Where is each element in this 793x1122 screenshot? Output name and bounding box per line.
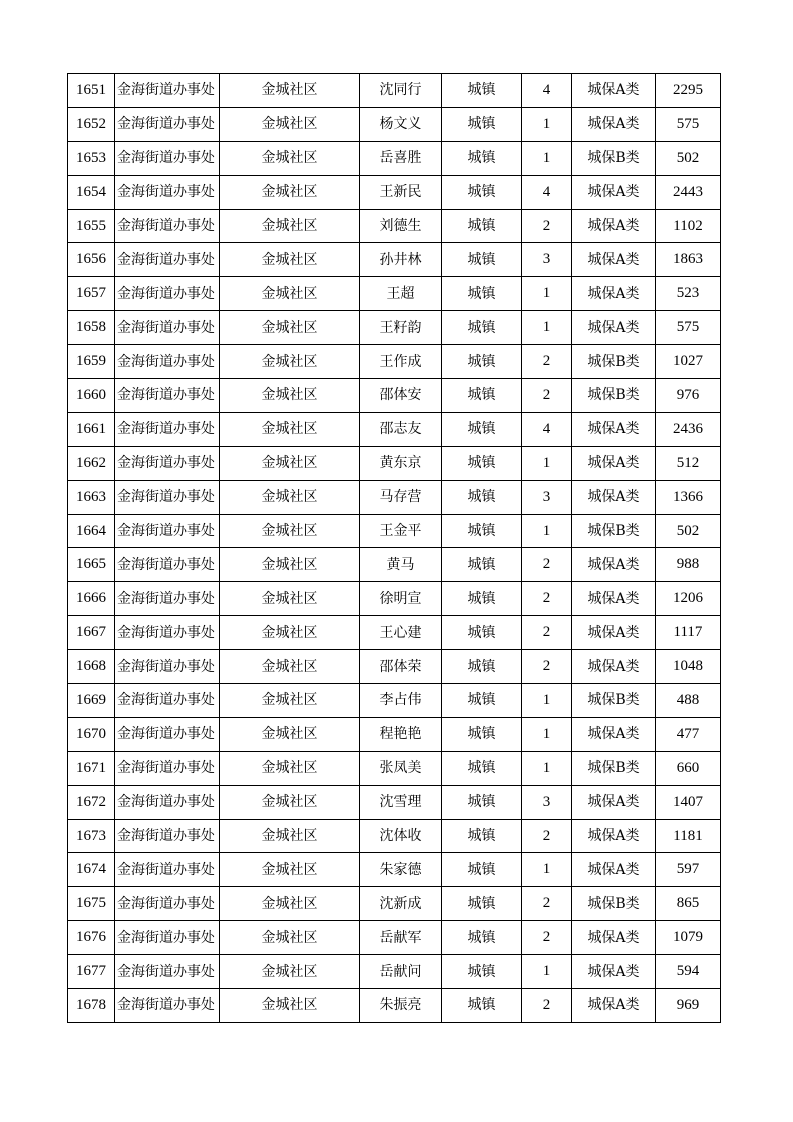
- cell-office: 金海街道办事处: [115, 921, 220, 955]
- cell-category: 城保A类: [572, 209, 656, 243]
- cell-amount: 575: [656, 311, 721, 345]
- cell-category: 城保A类: [572, 955, 656, 989]
- cell-amount: 976: [656, 379, 721, 413]
- cell-members: 1: [522, 853, 572, 887]
- cell-area: 城镇: [442, 311, 522, 345]
- cell-name: 刘德生: [360, 209, 442, 243]
- cell-id: 1661: [68, 412, 115, 446]
- cell-area: 城镇: [442, 650, 522, 684]
- table-row: [68, 141, 721, 175]
- cell-id: 1670: [68, 717, 115, 751]
- cell-area: 城镇: [442, 74, 522, 108]
- cell-name: 王心建: [360, 616, 442, 650]
- table-row: [68, 785, 721, 819]
- cell-community: 金城社区: [220, 141, 360, 175]
- cell-office: 金海街道办事处: [115, 751, 220, 785]
- cell-id: 1657: [68, 277, 115, 311]
- cell-community: 金城社区: [220, 311, 360, 345]
- cell-office: 金海街道办事处: [115, 548, 220, 582]
- cell-amount: 488: [656, 684, 721, 718]
- table-row: [68, 955, 721, 989]
- cell-area: 城镇: [442, 582, 522, 616]
- cell-area: 城镇: [442, 548, 522, 582]
- cell-name: 朱家德: [360, 853, 442, 887]
- cell-category: 城保A类: [572, 853, 656, 887]
- cell-name: 王金平: [360, 514, 442, 548]
- cell-id: 1677: [68, 955, 115, 989]
- table-row: [68, 819, 721, 853]
- cell-amount: 594: [656, 955, 721, 989]
- cell-members: 2: [522, 650, 572, 684]
- cell-community: 金城社区: [220, 74, 360, 108]
- cell-amount: 597: [656, 853, 721, 887]
- table-row: [68, 717, 721, 751]
- cell-office: 金海街道办事处: [115, 480, 220, 514]
- cell-area: 城镇: [442, 785, 522, 819]
- cell-category: 城保A类: [572, 785, 656, 819]
- cell-office: 金海街道办事处: [115, 785, 220, 819]
- cell-office: 金海街道办事处: [115, 412, 220, 446]
- cell-members: 2: [522, 209, 572, 243]
- cell-community: 金城社区: [220, 887, 360, 921]
- cell-area: 城镇: [442, 514, 522, 548]
- cell-amount: 2436: [656, 412, 721, 446]
- cell-id: 1671: [68, 751, 115, 785]
- cell-members: 2: [522, 582, 572, 616]
- cell-name: 马存营: [360, 480, 442, 514]
- cell-office: 金海街道办事处: [115, 141, 220, 175]
- cell-category: 城保A类: [572, 107, 656, 141]
- cell-community: 金城社区: [220, 717, 360, 751]
- cell-category: 城保A类: [572, 277, 656, 311]
- cell-office: 金海街道办事处: [115, 684, 220, 718]
- cell-community: 金城社区: [220, 785, 360, 819]
- cell-amount: 1079: [656, 921, 721, 955]
- cell-community: 金城社区: [220, 412, 360, 446]
- cell-category: 城保A类: [572, 717, 656, 751]
- cell-office: 金海街道办事处: [115, 446, 220, 480]
- cell-office: 金海街道办事处: [115, 514, 220, 548]
- table-row: [68, 582, 721, 616]
- cell-office: 金海街道办事处: [115, 311, 220, 345]
- cell-area: 城镇: [442, 209, 522, 243]
- cell-category: 城保A类: [572, 175, 656, 209]
- cell-members: 4: [522, 74, 572, 108]
- cell-id: 1654: [68, 175, 115, 209]
- cell-amount: 988: [656, 548, 721, 582]
- cell-id: 1656: [68, 243, 115, 277]
- table-row: [68, 751, 721, 785]
- cell-members: 1: [522, 717, 572, 751]
- cell-members: 2: [522, 616, 572, 650]
- table-row: [68, 175, 721, 209]
- cell-area: 城镇: [442, 751, 522, 785]
- cell-community: 金城社区: [220, 684, 360, 718]
- cell-community: 金城社区: [220, 277, 360, 311]
- cell-area: 城镇: [442, 989, 522, 1023]
- cell-area: 城镇: [442, 616, 522, 650]
- cell-area: 城镇: [442, 379, 522, 413]
- cell-id: 1666: [68, 582, 115, 616]
- cell-category: 城保A类: [572, 311, 656, 345]
- cell-category: 城保A类: [572, 921, 656, 955]
- cell-category: 城保A类: [572, 74, 656, 108]
- cell-id: 1662: [68, 446, 115, 480]
- cell-name: 王籽韵: [360, 311, 442, 345]
- cell-amount: 1048: [656, 650, 721, 684]
- cell-id: 1660: [68, 379, 115, 413]
- cell-community: 金城社区: [220, 921, 360, 955]
- cell-members: 1: [522, 107, 572, 141]
- cell-office: 金海街道办事处: [115, 853, 220, 887]
- cell-members: 1: [522, 955, 572, 989]
- cell-community: 金城社区: [220, 955, 360, 989]
- cell-community: 金城社区: [220, 548, 360, 582]
- cell-office: 金海街道办事处: [115, 277, 220, 311]
- cell-category: 城保A类: [572, 650, 656, 684]
- cell-members: 4: [522, 175, 572, 209]
- cell-community: 金城社区: [220, 209, 360, 243]
- cell-community: 金城社区: [220, 175, 360, 209]
- cell-amount: 502: [656, 514, 721, 548]
- cell-members: 3: [522, 785, 572, 819]
- cell-community: 金城社区: [220, 819, 360, 853]
- table-row: [68, 548, 721, 582]
- table-row: [68, 684, 721, 718]
- table-body: [68, 74, 721, 1023]
- cell-id: 1674: [68, 853, 115, 887]
- table-row: [68, 446, 721, 480]
- table-row: [68, 311, 721, 345]
- cell-office: 金海街道办事处: [115, 74, 220, 108]
- cell-area: 城镇: [442, 480, 522, 514]
- cell-area: 城镇: [442, 141, 522, 175]
- cell-name: 邵体安: [360, 379, 442, 413]
- cell-amount: 865: [656, 887, 721, 921]
- table-row: [68, 379, 721, 413]
- cell-id: 1658: [68, 311, 115, 345]
- cell-category: 城保B类: [572, 887, 656, 921]
- cell-area: 城镇: [442, 887, 522, 921]
- cell-members: 3: [522, 480, 572, 514]
- table-row: [68, 412, 721, 446]
- cell-category: 城保B类: [572, 345, 656, 379]
- cell-community: 金城社区: [220, 446, 360, 480]
- cell-id: 1665: [68, 548, 115, 582]
- cell-area: 城镇: [442, 277, 522, 311]
- table-row: [68, 514, 721, 548]
- cell-amount: 1206: [656, 582, 721, 616]
- cell-id: 1653: [68, 141, 115, 175]
- cell-members: 2: [522, 345, 572, 379]
- cell-community: 金城社区: [220, 107, 360, 141]
- cell-id: 1669: [68, 684, 115, 718]
- cell-community: 金城社区: [220, 243, 360, 277]
- cell-category: 城保A类: [572, 548, 656, 582]
- cell-members: 2: [522, 887, 572, 921]
- cell-id: 1651: [68, 74, 115, 108]
- cell-amount: 512: [656, 446, 721, 480]
- cell-id: 1668: [68, 650, 115, 684]
- cell-area: 城镇: [442, 717, 522, 751]
- cell-category: 城保A类: [572, 616, 656, 650]
- cell-name: 程艳艳: [360, 717, 442, 751]
- cell-office: 金海街道办事处: [115, 989, 220, 1023]
- cell-id: 1659: [68, 345, 115, 379]
- cell-amount: 969: [656, 989, 721, 1023]
- cell-id: 1667: [68, 616, 115, 650]
- cell-office: 金海街道办事处: [115, 243, 220, 277]
- cell-id: 1672: [68, 785, 115, 819]
- cell-name: 张凤美: [360, 751, 442, 785]
- cell-name: 沈雪理: [360, 785, 442, 819]
- cell-name: 朱振亮: [360, 989, 442, 1023]
- cell-name: 岳献问: [360, 955, 442, 989]
- cell-members: 2: [522, 548, 572, 582]
- cell-name: 王新民: [360, 175, 442, 209]
- cell-area: 城镇: [442, 243, 522, 277]
- cell-amount: 1181: [656, 819, 721, 853]
- cell-name: 黄马: [360, 548, 442, 582]
- cell-office: 金海街道办事处: [115, 717, 220, 751]
- cell-area: 城镇: [442, 107, 522, 141]
- cell-area: 城镇: [442, 684, 522, 718]
- cell-members: 1: [522, 446, 572, 480]
- cell-name: 王超: [360, 277, 442, 311]
- cell-name: 沈体收: [360, 819, 442, 853]
- cell-name: 沈同行: [360, 74, 442, 108]
- cell-community: 金城社区: [220, 345, 360, 379]
- cell-amount: 660: [656, 751, 721, 785]
- cell-community: 金城社区: [220, 853, 360, 887]
- table-row: [68, 887, 721, 921]
- cell-members: 2: [522, 921, 572, 955]
- cell-office: 金海街道办事处: [115, 209, 220, 243]
- cell-category: 城保B类: [572, 141, 656, 175]
- cell-area: 城镇: [442, 955, 522, 989]
- records-table: [67, 73, 721, 1023]
- cell-amount: 1863: [656, 243, 721, 277]
- cell-office: 金海街道办事处: [115, 819, 220, 853]
- cell-name: 孙井林: [360, 243, 442, 277]
- cell-category: 城保A类: [572, 446, 656, 480]
- cell-id: 1678: [68, 989, 115, 1023]
- cell-category: 城保B类: [572, 751, 656, 785]
- cell-category: 城保A类: [572, 480, 656, 514]
- cell-members: 1: [522, 751, 572, 785]
- cell-office: 金海街道办事处: [115, 582, 220, 616]
- cell-area: 城镇: [442, 819, 522, 853]
- cell-name: 岳喜胜: [360, 141, 442, 175]
- cell-members: 1: [522, 514, 572, 548]
- cell-community: 金城社区: [220, 751, 360, 785]
- cell-members: 2: [522, 379, 572, 413]
- cell-community: 金城社区: [220, 514, 360, 548]
- cell-name: 黄东京: [360, 446, 442, 480]
- cell-members: 4: [522, 412, 572, 446]
- cell-name: 徐明宣: [360, 582, 442, 616]
- cell-office: 金海街道办事处: [115, 107, 220, 141]
- cell-members: 1: [522, 311, 572, 345]
- cell-amount: 1407: [656, 785, 721, 819]
- cell-area: 城镇: [442, 345, 522, 379]
- cell-id: 1676: [68, 921, 115, 955]
- cell-id: 1652: [68, 107, 115, 141]
- cell-category: 城保B类: [572, 379, 656, 413]
- table-row: [68, 345, 721, 379]
- cell-amount: 1102: [656, 209, 721, 243]
- cell-community: 金城社区: [220, 989, 360, 1023]
- cell-office: 金海街道办事处: [115, 650, 220, 684]
- table-row: [68, 853, 721, 887]
- cell-amount: 477: [656, 717, 721, 751]
- cell-members: 1: [522, 141, 572, 175]
- cell-name: 邵志友: [360, 412, 442, 446]
- cell-members: 1: [522, 277, 572, 311]
- cell-area: 城镇: [442, 412, 522, 446]
- cell-amount: 502: [656, 141, 721, 175]
- cell-members: 2: [522, 819, 572, 853]
- table-row: [68, 989, 721, 1023]
- cell-office: 金海街道办事处: [115, 955, 220, 989]
- cell-category: 城保A类: [572, 243, 656, 277]
- cell-amount: 1117: [656, 616, 721, 650]
- cell-amount: 523: [656, 277, 721, 311]
- cell-category: 城保B类: [572, 684, 656, 718]
- cell-members: 2: [522, 989, 572, 1023]
- table-row: [68, 650, 721, 684]
- cell-name: 岳献军: [360, 921, 442, 955]
- cell-category: 城保A类: [572, 412, 656, 446]
- cell-name: 邵体荣: [360, 650, 442, 684]
- table-row: [68, 616, 721, 650]
- cell-id: 1664: [68, 514, 115, 548]
- cell-amount: 1366: [656, 480, 721, 514]
- cell-office: 金海街道办事处: [115, 887, 220, 921]
- cell-members: 3: [522, 243, 572, 277]
- cell-area: 城镇: [442, 853, 522, 887]
- table-row: [68, 277, 721, 311]
- cell-amount: 575: [656, 107, 721, 141]
- cell-office: 金海街道办事处: [115, 345, 220, 379]
- cell-community: 金城社区: [220, 650, 360, 684]
- cell-id: 1675: [68, 887, 115, 921]
- cell-area: 城镇: [442, 446, 522, 480]
- cell-id: 1673: [68, 819, 115, 853]
- cell-amount: 1027: [656, 345, 721, 379]
- cell-community: 金城社区: [220, 582, 360, 616]
- cell-category: 城保A类: [572, 819, 656, 853]
- cell-category: 城保B类: [572, 514, 656, 548]
- table-row: [68, 209, 721, 243]
- cell-community: 金城社区: [220, 616, 360, 650]
- cell-community: 金城社区: [220, 379, 360, 413]
- table-row: [68, 243, 721, 277]
- table-row: [68, 480, 721, 514]
- cell-name: 杨文义: [360, 107, 442, 141]
- cell-office: 金海街道办事处: [115, 616, 220, 650]
- cell-office: 金海街道办事处: [115, 379, 220, 413]
- cell-category: 城保A类: [572, 582, 656, 616]
- cell-area: 城镇: [442, 175, 522, 209]
- cell-members: 1: [522, 684, 572, 718]
- cell-amount: 2443: [656, 175, 721, 209]
- cell-name: 沈新成: [360, 887, 442, 921]
- table-row: [68, 74, 721, 108]
- cell-office: 金海街道办事处: [115, 175, 220, 209]
- cell-area: 城镇: [442, 921, 522, 955]
- table-row: [68, 107, 721, 141]
- cell-category: 城保A类: [572, 989, 656, 1023]
- cell-name: 王作成: [360, 345, 442, 379]
- cell-id: 1655: [68, 209, 115, 243]
- cell-amount: 2295: [656, 74, 721, 108]
- cell-community: 金城社区: [220, 480, 360, 514]
- cell-name: 李占伟: [360, 684, 442, 718]
- table-row: [68, 921, 721, 955]
- cell-id: 1663: [68, 480, 115, 514]
